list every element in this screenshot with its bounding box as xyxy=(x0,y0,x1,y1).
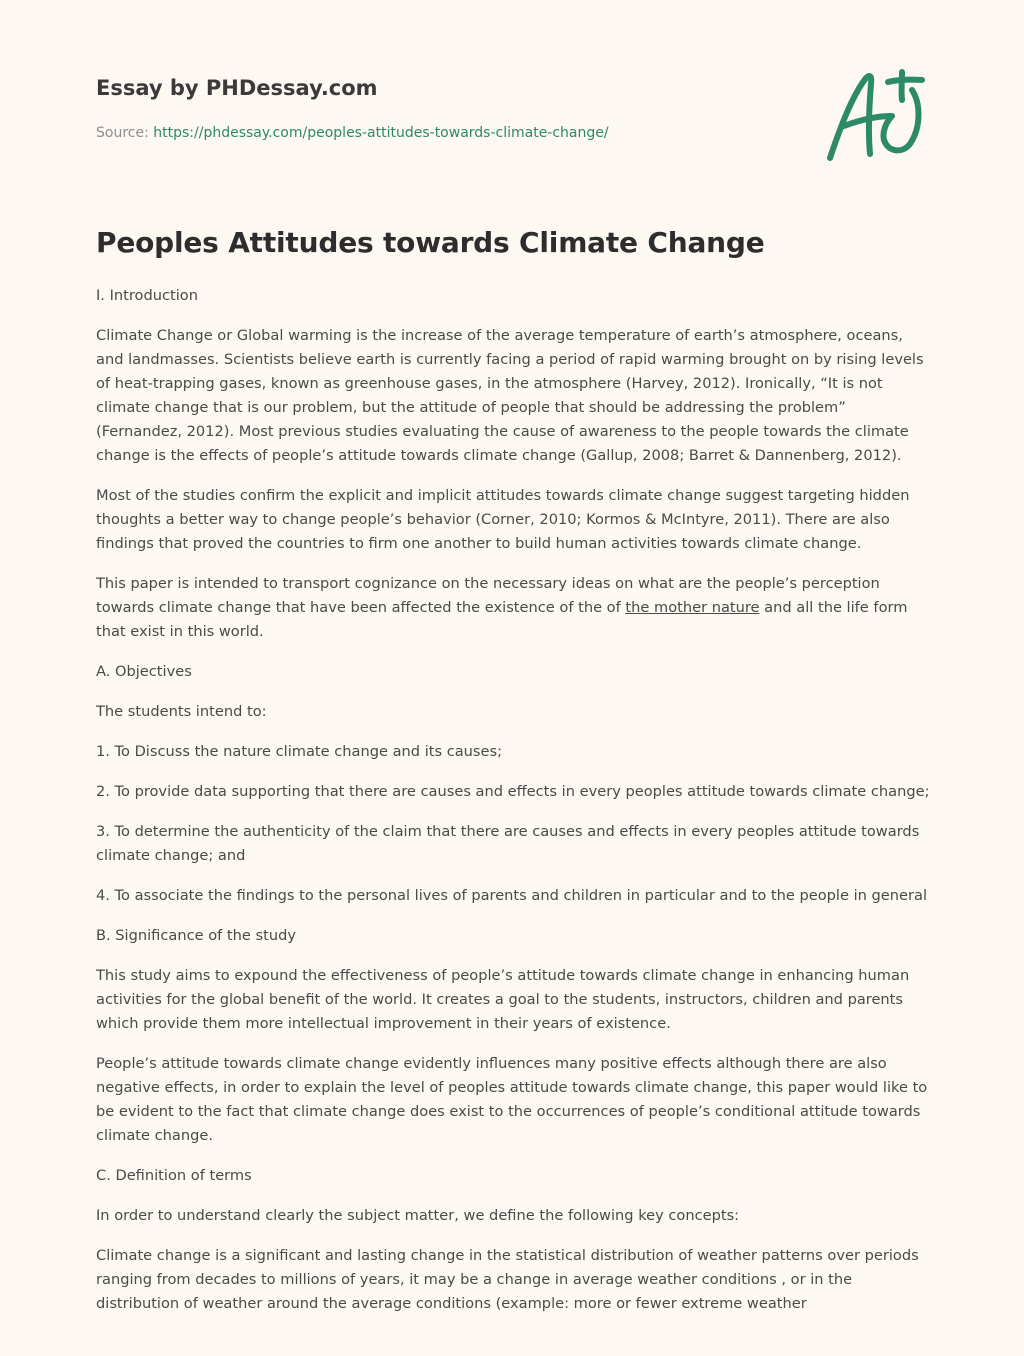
paragraph: Most of the studies confirm the explicit and implicit attitudes towards climate change suggest targeting hidden thoughts a better way to change people’s behavior (Corner, 2010; Kormos & McIntyre, 2011). There are also findings that proved the countries to firm one another to build human activities towards climate change. xyxy=(96,487,910,552)
paragraph-text: and all the life form that exist in this world. xyxy=(96,599,908,640)
article-title: Peoples Attitudes towards Climate Change xyxy=(96,226,765,259)
paragraph xyxy=(96,572,932,644)
objective-item: 3. To determine the authenticity of the claim that there are causes and effects in every peoples attitude towards climate change; and xyxy=(96,823,920,864)
site-title: Essay by PHDessay.com xyxy=(96,76,378,100)
paragraph: Climate change is a significant and lasting change in the statistical distribution of weather patterns over periods ranging from decades to millions of years, it may be a change in average weather conditions , or in the distribution of weather around the average conditions (example: more or fewer extreme weather xyxy=(96,1247,919,1312)
source-line xyxy=(96,125,609,141)
source-label: Source: xyxy=(96,125,149,141)
source-link[interactable]: https://phdessay.com/peoples-attitudes-towards-climate-change/ xyxy=(153,125,609,141)
section-heading-objectives: A. Objectives xyxy=(96,663,192,680)
section-heading-introduction: I. Introduction xyxy=(96,287,198,304)
paragraph: Climate Change or Global warming is the increase of the average temperature of earth’s atmosphere, oceans, and landmasses. Scientists believe earth is currently facing a period of rapid warming brought on by rising levels of heat-trapping gases, known as greenhouse gases, in the atmosphere (Harvey, 2012). Ironically, “It is not climate change that is our problem, but the attitude of people that should be addressing the problem” (Fernandez, 2012). Most previous studies evaluating the cause of awareness to the people towards the climate change is the effects of people’s attitude towards climate change (Gallup, 2008; Barret & Dannenberg, 2012). xyxy=(96,327,924,464)
a-plus-logo-icon xyxy=(826,68,926,164)
section-heading-significance: B. Significance of the study xyxy=(96,927,296,944)
paragraph: In order to understand clearly the subject matter, we define the following key concepts: xyxy=(96,1207,740,1224)
paragraph: This study aims to expound the effectiveness of people’s attitude towards climate change in enhancing human activities for the global benefit of the world. It creates a goal to the students, instructors, children and parents which provide them more intellectual improvement in their years of existence. xyxy=(96,967,910,1032)
paragraph-text: This paper is intended to transport cognizance on the necessary ideas on what are the people’s perception towards climate change that have been affected the existence of the of xyxy=(96,575,880,616)
article-body xyxy=(96,284,932,1332)
objective-item: 4. To associate the findings to the personal lives of parents and children in particular and to the people in general xyxy=(96,887,928,904)
paragraph: People’s attitude towards climate change evidently influences many positive effects although there are also negative effects, in order to explain the level of peoples attitude towards climate change, this paper would like to be evident to the fact that climate change does exist to the occurrences of people’s conditional attitude towards climate change. xyxy=(96,1055,928,1144)
page-header xyxy=(96,0,928,200)
objective-item: 2. To provide data supporting that there are causes and effects in every peoples attitude towards climate change; xyxy=(96,783,930,800)
paragraph: The students intend to: xyxy=(96,703,267,720)
mother-nature-link[interactable]: the mother nature xyxy=(625,599,760,616)
objective-item: 1. To Discuss the nature climate change and its causes; xyxy=(96,743,503,760)
section-heading-definition: C. Definition of terms xyxy=(96,1167,252,1184)
